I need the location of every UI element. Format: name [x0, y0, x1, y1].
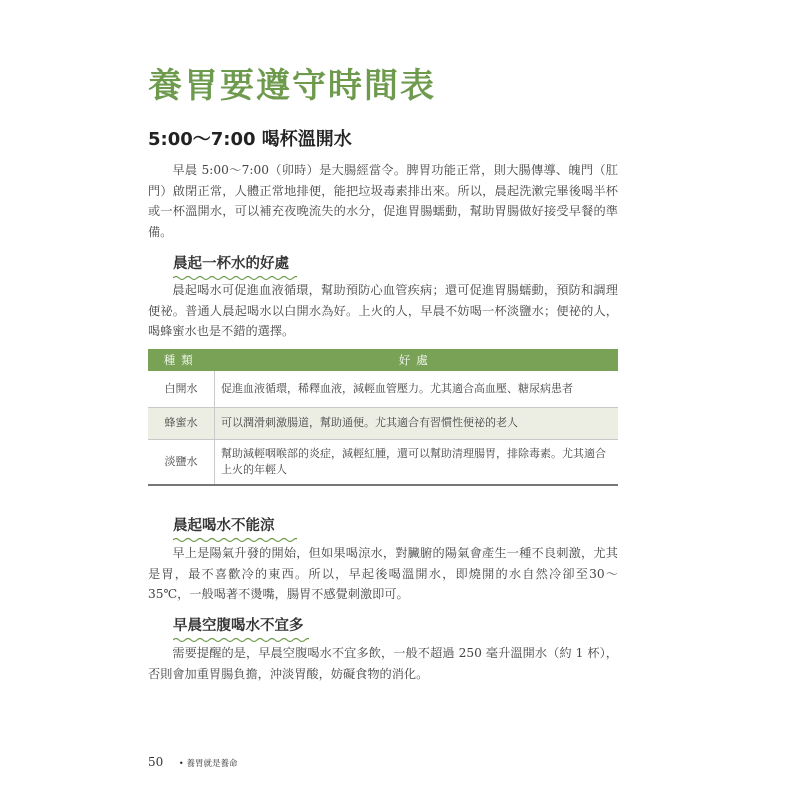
page-title: 養胃要遵守時間表	[148, 66, 436, 106]
table-row	[148, 439, 618, 485]
subsection-paragraph: 需要提醒的是，早晨空腹喝水不宜多飲，一般不超過 250 毫升溫開水（約 1 杯），否則會加重胃腸負擔，沖淡胃酸，妨礙食物的消化。	[148, 646, 618, 681]
section-heading: 5:00～7:00 喝杯溫開水	[148, 129, 352, 150]
subsection-heading: 早晨空腹喝水不宜多	[173, 618, 304, 634]
table-row	[148, 407, 618, 439]
intro-paragraph: 早晨 5:00～7:00（卯時）是大腸經當令。脾胃功能正常，則大腸傳導、魄門（肛門）啟閉正常，人體正常地排便，能把垃圾毒素排出來。所以，晨起洗漱完畢後喝半杯或一杯溫開水，可以補充夜晚流失的水分，促進胃腸蠕動，幫助胃腸做好接受早餐的準備。	[148, 163, 618, 239]
table-cell-benefit: 幫助減輕咽喉部的炎症，減輕紅腫，還可以幫助清理腸胃，排除毒素。尤其適合上火的年輕人	[215, 439, 619, 485]
subsection-paragraph: 晨起喝水可促進血液循環，幫助預防心血管疾病；還可促進胃腸蠕動，預防和調理便祕。普通人晨起喝水以白開水為好。上火的人，早晨不妨喝一杯淡鹽水；便祕的人，喝蜂蜜水也是不錯的選擇。	[148, 283, 618, 338]
subsection-heading: 晨起喝水不能涼	[173, 518, 275, 534]
table-cell-kind: 蜂蜜水	[148, 407, 215, 439]
table-row	[148, 371, 618, 407]
table-header-kind: 種類	[148, 349, 215, 371]
subsection-heading: 晨起一杯水的好處	[173, 256, 289, 272]
benefit-table	[148, 349, 618, 486]
subsection-paragraph: 早上是陽氣升發的開始，但如果喝涼水，對臟腑的陽氣會產生一種不良刺激，尤其是胃，最不喜歡冷的東西。所以，早起後喝溫開水，即燒開的水自然冷卻至30～35℃，一般喝著不燙嘴，腸胃不感覺刺激即可。	[148, 546, 618, 601]
book-title: • 養胃就是養命	[178, 759, 238, 769]
table-cell-kind: 淡鹽水	[148, 439, 215, 485]
page-number: 50	[148, 755, 164, 769]
table-cell-benefit: 促進血液循環，稀釋血液，減輕血管壓力。尤其適合高血壓、糖尿病患者	[215, 371, 619, 407]
table-cell-benefit: 可以潤滑刺激腸道，幫助通便。尤其適合有習慣性便祕的老人	[215, 407, 619, 439]
table-cell-kind: 白開水	[148, 371, 215, 407]
table-header-benefit: 好處	[215, 349, 619, 371]
page-footer	[148, 755, 238, 769]
